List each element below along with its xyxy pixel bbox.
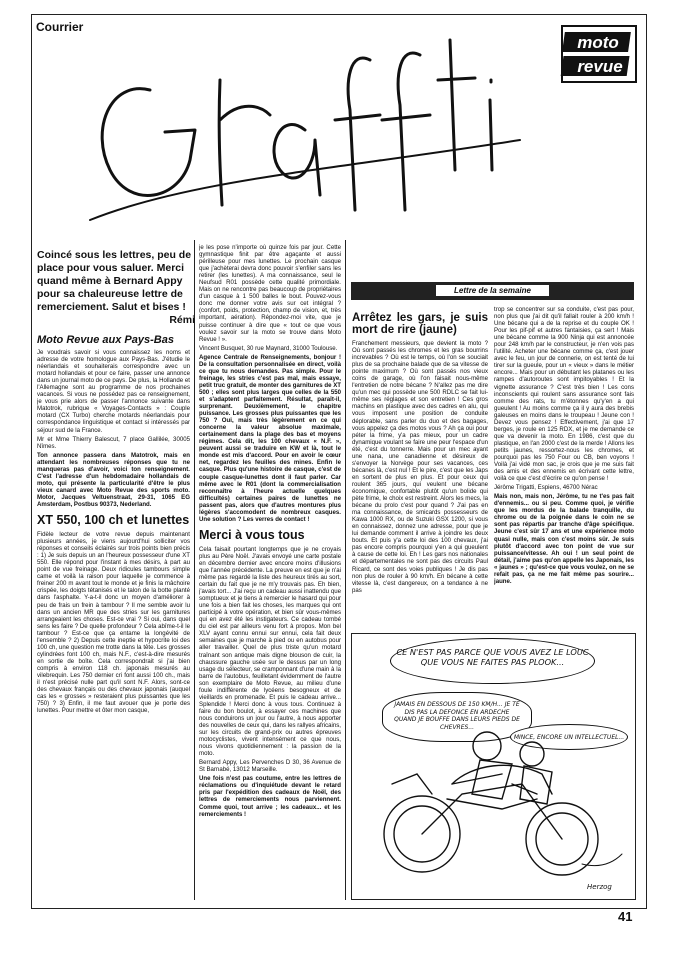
- reply-paragraph: Agence Centrale de Renseignements, bonjour ! De la consultation personnalisée en direct, voilà ce que tu nous demandes. Pas simple. Pour le freinage, les stries c'est pas mal, mais essaye, petit truc gratuit, de monter des garnitures de XT 500 ; elles sont plus larges que celles de la 550 et s'adaptent parfaitement. Résultat, paraît-il, surprenant. Deuxièmement, le chapitre puissance. Les grosses plus puissantes que les 750 ? Oui, mais très légèrement en ce qui concerne la valeur absolue maximale, certainement dans la plage des bas et moyens régimes. Cela dit, les 100 chevaux « N.F. », peuvent aussi se traduire en KW et là, tout le monde est mis d'accord. Pour en avoir le cœur net, regardez les feuilles des mines. Enfin le casque. Plus qu'une histoire de casque, c'est de couple casque-lunettes dont il faut parler. Car même avec le R01 (dont la commercialisation reconnaître à l'heure actuelle quelques difficultés) certaines paires de lunettes ne passent pas, alors que d'autres montures plus légères s'accomodent de nombreux casques. Une solution ? Les verres de contact !: [199, 353, 341, 523]
- section-label: Courrier: [36, 20, 84, 34]
- right-column-b: [494, 306, 634, 628]
- letter-of-the-week-banner: [351, 282, 634, 300]
- letter-signature: Mr et Mme Thierry Balescut, 7 place Gallilée, 30005 Nîmes.: [37, 435, 190, 450]
- cartoon-drawing: [352, 634, 635, 899]
- reply-paragraph: Mais non, mais non, Jérôme, tu ne t'es pas fait d'ennemis... ou si peu. Comme quoi, je vérifie que les mordus de la balade tranquille, du chrome ou de la poignée dans le coin ne se sont pas répartis par tranche d'âge spécifique. Jeune c'est sûr 17 ans et une expérience moto quasi nulle, mais con c'est moins sûr. Je suis plutôt d'accord avec ton point de vue sur puissance/vitesse. Ah oui ! un seul point de détail, j'aime pas qu'on appelle les Japonais, les « jaunes » ; qu'est-ce que vous voulez, on ne se refait pas, ça ne me fait même pas sourire... jaune.: [494, 493, 634, 585]
- letter-signature: Vincent Busquet, 30 rue Maynard, 31000 Toulouse.: [199, 344, 338, 352]
- bubble-text: MINCE, ENCORE UN INTELLECTUEL...: [513, 734, 625, 741]
- letter-paragraph: Fidèle lecteur de votre revue depuis maintenant plusieurs années, je viens aujourd'hui solliciter vos réponses et conseils éclairés sur trois points bien précis : 1) Je suis depuis un an l'heureux possesseur d'une XT 550. Elle répond pour l'instant à mes désirs, à part au point de vue freinage. Deux ridicules tambours simple came et voilà la raison pour laquelle je commence à freiner 200 m avant tout le monde et je finis la mâchoire crispée, les doigts tétanisés et le talon de la botte planté dans l'asphalte. Y-a-t-il donc un moyen d'améliorer à peu de frais un frein à tambour ? Il me semble avoir lu dans un ancien MR que des stries sur les garnitures arrangeaient les choses. Est-ce vrai ? Si oui, dans quel sens les faire ? De quelle profondeur ? Cela abîme-t-il le tambour ? Est-ce que ça entame la longévité de l'ensemble ? 2) Depuis cette ineptie et hypocrite loi des 100 ch, une question me trotte dans la tête. Les grosses cylindrées font 100 ch, mais N.F., c'est-à-dire mesurés en sortie de boîte. Cela correspondrait si j'ai bien compris à environ 118 ch. japonais mesurés au vilebrequin. Les 750 dernier cri font aussi 100 ch., mais il n'est précisé nulle part qu'il sont N.F. Alors, sont-ce des chevaux français ou des chevaux japonais (auquel cas les « grosses » resteraient plus puissantes que les 750) ? 3) Enfin, il me faut avouer que je porte des lunettes. Pour mettre et ôter mon casque,: [37, 531, 190, 715]
- letter-paragraph: Cela faisait pourtant longtemps que je ne croyais plus au Père Noël. J'avais envoyé une carte postale en décembre dernier avec encore moins d'illusions que l'année précédente. La preuve en est que je n'ai même pas regardé la liste des heureux tirés au sort, certain du fait que je ne m'y trouvais pas. Eh bien, j'avais tort... J'ai reçu un cadeau aussi inattendu que somptueux et je tiens à remercier le hasard qui pour une fois a bien fait les choses, les marques qui ont participé à votre opération, et bien sûr vous-mêmes qui en avez été les instigateurs. Ce cadeau tombé du ciel est par ailleurs venu fort à propos. Mon bel XLV ayant connu ennui sur ennui, cela fait deux semaines que je marche à pied ou en autobus pour aller travailler. Quel de plus triste qu'un motard traînant son antique mais digne blouson de cuir, la chaussure gauche usée sur le dessus par un long usage du sélecteur, se cramponnant d'une main à la barre de l'autobus, feuilletant évidemment de l'autre son exemplaire de Moto Revue, au milieu d'une foule indifférente de lycéens besogneux et de vieillards en promenade. Et puis le cadeau arrive... Splendide ! Merci donc à vous tous. Continuez à faire du bon boulot, à essayer ces machines que nous conduirons un jour ou l'autre, à nous apporter des nouvelles de ceux qui, dans les rallyes africains, sur les circuits de grand-prix ou autres épreuves motocyclistes, vivent intensément ce que nous, nous vivons quotidiennement : la passion de la moto.: [199, 545, 341, 758]
- intro-note: [37, 249, 195, 327]
- bubble-text: JAMAIS EN DESSOUS DE 150 KM/H... JE TE DIS PAS LA DEFONCE EN ARDECHE QUAND JE BOUFFE DANS LEURS PIEDS DE CHEVRES...: [394, 701, 520, 731]
- reply-paragraph: Ton annonce passera dans Matotrok, mais en attendant les nombreuses réponses que tu ne manqueras pas d'avoir, voici ton renseignement. C'est l'adresse d'un hebdomadaire hollandais de moto, qui présente la particularité d'être le plus vieux canard avec Moto Revue des sports moto. Motor, Jacques Veltuenstraat, 29-31, 1065 EG Amsterdam, Postbus 90373, Nederland.: [37, 451, 190, 508]
- right-column-a: [352, 306, 488, 628]
- column-rule-1: [194, 240, 195, 900]
- intro-signature: Rémi: [169, 314, 195, 326]
- letter-paragraph: Je voudrais savoir si vous connaissez les noms et adresse de votre homologue aux Pays-Bas. J'étudie le néerlandais et souhaiterais correspondre avec un motard hollandais et pour ce faire, passer une annonce dans un journal moto de ce pays. De plus, la Hollande et l'Allemagne sont au programme de nos prochaines vacances. Si vous ne possédez pas ce renseignement, je vous prie alors de passer l'annonce suivante dans Matotrok, rubrique « Voyages-Contacts » : Couple motard (CX Turbo) cherche motards néerlandais pour correspondance linguistique et contact si intéressés par séjour sud de la France.: [37, 349, 190, 434]
- banner-text: Lettre de la semaine: [436, 285, 549, 296]
- left-column: [37, 330, 190, 900]
- reply-paragraph: Une fois n'est pas coutume, entre les lettres de réclamations ou d'inquiétude devant le retard pris par l'expédition des cadeaux de Noël, des lettres de remerciements nous parviennent. Comme quoi, tout arrive ; les cadeaux... et les remerciements !: [199, 775, 341, 818]
- moto-revue-logo-art: [560, 24, 638, 84]
- logo-word-revue: revue: [577, 57, 623, 76]
- logo-word-moto: moto: [577, 33, 619, 52]
- letter-paragraph: trop se concentrer sur sa conduite, c'est pas pour, non plus que j'ai dit qu'il fallait rouler à 200 km/h ! Une bécane qui a de la reprise et du couple OK ! Pour les pif-pif et autres fantaisies, ça sert ! Mais une bécane comme la 900 Ninja qui est annoncée pour 248 km/h par le constructeur, je n'en vois pas l'utilité. Acheter une bécane comme ça, c'est jouer avec le feu, un jour de connerie, on est tenté de lui tirer sur la gueule, pour un « vieux » dans le métier encore... Mais pour un débutant les platanes ou les rampes d'autoroutes sont impitoyables ! Et la vignette assurance ? C'est très bien ! Les cons inconscients qui roulent sans assurance sont fais comme des rats, tu m'étonnes qu'y'en a qui gueulent ! Au moins comme ça il y aura des brebis galeuses en moins dans le troupeau ! Jeune con ! Devez vous pensez ! Effectivement, j'ai que 17 berges, je roule en 125 RDX, et je me demande ce que va devenir la moto. En 1986, c'est que du plastique, en l'an 2000 c'est de la merde ! Allons les petits jaunes, ressortez-nous les chromes, et pourquoi pas les 750 Four ou CB, ben voyons ! Voilà j'ai vidé mon sac, je crois que je me suis fait des amis et des ennemis en écrivant cette lettre, voilà ce que c'est d'écrire ce qu'on pense !: [494, 306, 634, 483]
- cartoonist-signature: Herzog: [587, 883, 612, 891]
- middle-column: [199, 244, 341, 900]
- heading-xt550: XT 550, 100 ch et lunettes: [37, 513, 190, 528]
- page-number: 41: [618, 909, 633, 924]
- column-rule-2: [345, 240, 346, 900]
- heading-arretez: Arrêtez les gars, je suis mort de rire (jaune): [352, 312, 488, 336]
- heading-merci: Merci à vous tous: [199, 527, 305, 542]
- letter-paragraph: Franchement messieurs, que devient la moto ? Où sont passés les chromes et les gras bourrins increvables ? Où est le temps, où l'on se souciait plus de sa prochaine balade que de sa vitesse de pointe maximum ? Où sont passés nos vieux coins de garage, où l'on faisait nous-même l'entretien de notre bécane ? N'allez pas me dire qu'un mec qui possède une 500 RDLC se fait lui-même ses réglages et son entretien ! Ces gros machins en plastique avec des cadres en alu, qui vous imposent une position de conduite déplorable, sans parler du duo et des bagages, vous appelez ça des motos vous ? Ah ça oui pour péter la frime, y'a pas mieux, pour un cadre dynamique voulant se faire une peur l'espace d'un été, c'est du tonnerre. Mais pour un mec ayant une nana, une canadienne et désireux de s'envoyer la Norvège pour ses vacances, ces bécanes là, c'est nul ! Et le pire, c'est que les Japs en sortent de plus en plus. Et pour ceux qui roulent 365 jours, qui veulent une bécane économique, confortable plutôt qu'un bolide qui pète frime, le choix est restreint. Alors les mecs, la bécane du prolo c'est pour quand ? J'ai pas en ma connaissance, de smicards possesseurs de Kawa 1000 RX, ou de Suzuki GSX 1200, si vous en connaissez, donnez une adresse, pour que je lui demande comment il arrive à joindre les deux bouts. Et puis y'a cette loi des 100 chevaux, j'ai pas encore compris pourquoi y'en a qui gueulent à cause de cette loi. Eh ! Les gars nos nationales et départementales ne sont pas des circuits Paul Ricard, ce sont des voies publiques ! Je dis pas non plus de rouler à 90 km/h. En bécane à cette vitesse là, c'est dangereux, on a tendance à ne pas: [352, 340, 488, 594]
- grafitti-title-art: [70, 20, 530, 230]
- letter-paragraph: je les pose n'importe où quinze fois par jour. Cette gymnastique finit par être agaçante et aussi périlleuse pour mes lunettes. Le prochain casque que j'achèterai devra donc pouvoir s'enfiler sans les retirer (les lunettes). A ma connaissance, seul le Neufsud R01 possède cette qualité primordiale. Mais on ne rencontre pas beaucoup de propriétaires d'un casque à 1 500 balles le bout. Pouvez-vous donc me donner votre avis sur cet intégral ? (confort, poids, protection, champ de vision, et, très important, aération). Répondez-moi vite, que je puisse continuer à dire que « tout ce que vous voulez savoir sur la moto se trouve dans Moto Revue ! ».: [199, 244, 341, 343]
- cartoon-panel: [351, 633, 636, 900]
- letter-signature: Bernard Appy, Les Pervenches D 30, 36 Avenue de St Barnabé, 13012 Marseille.: [199, 759, 341, 774]
- intro-text: Coincé sous les lettres, peu de place pour vous saluer. Merci quand même à Bernard Appy pour sa chaleureuse lettre de remerciement. Salut et bises !: [37, 249, 192, 313]
- bubble-text: CE N'EST PAS PARCE QUE VOUS AVEZ LE LOUC QUE VOUS NE FAITES PAS PLOOK...: [396, 647, 589, 667]
- heading-moto-revue-pays-bas: Moto Revue aux Pays-Bas: [37, 334, 174, 346]
- moto-revue-logo: [560, 24, 638, 84]
- letter-signature: Jérôme Trigatti, Espiens, 46700 Nérac: [494, 484, 598, 492]
